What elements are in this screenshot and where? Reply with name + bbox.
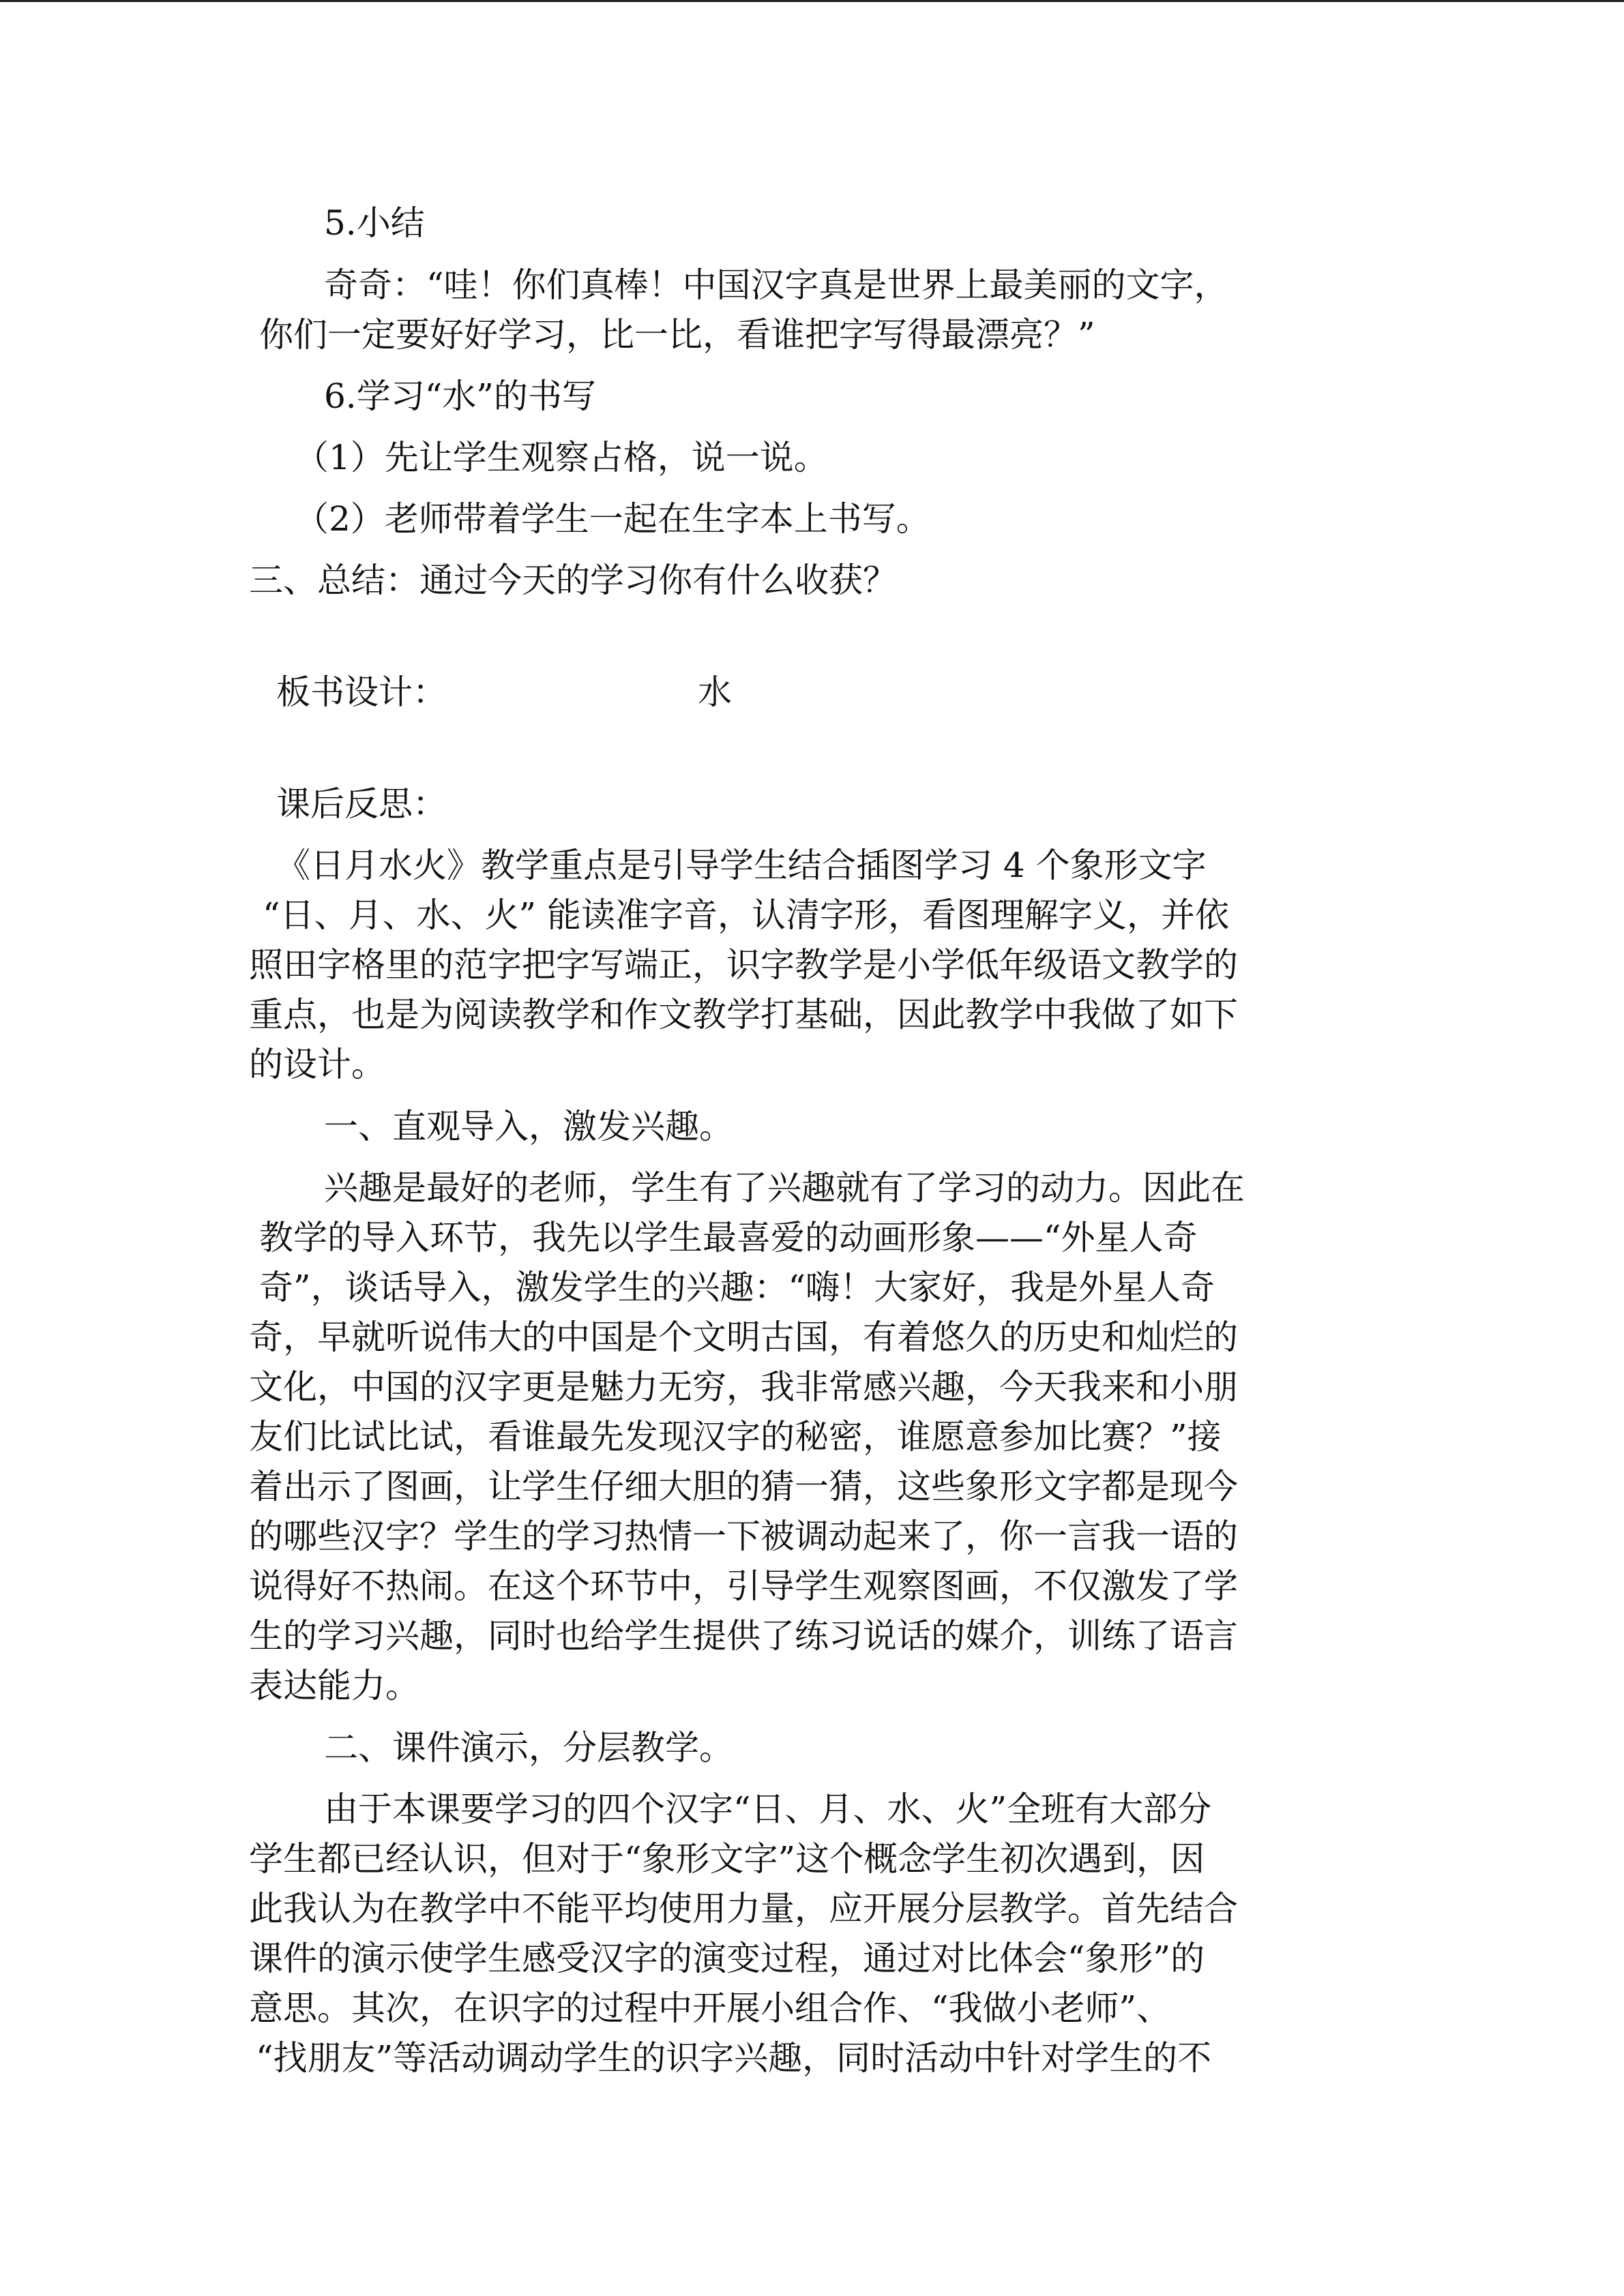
paragraph-line: 学生都已经认识，但对于“象形文字”这个概念学生初次遇到，因 <box>249 1839 1205 1879</box>
paragraph-line: 奇”，谈话导入，激发学生的兴趣：“嗨！大家好，我是外星人奇 <box>259 1268 1215 1307</box>
page-top-border <box>0 0 1624 2</box>
paragraph-line: 课件的演示使学生感受汉字的演变过程，通过对比体会“象形”的 <box>249 1939 1205 1978</box>
reflection-heading: 课后反思： <box>276 784 447 824</box>
paragraph-line: 兴趣是最好的老师，学生有了兴趣就有了学习的动力。因此在 <box>324 1168 1245 1208</box>
paragraph-line: 《日月水火》教学重点是引导学生结合插图学习 4 个象形文字 <box>276 846 1207 885</box>
paragraph-line: 照田字格里的范字把字写端正，识字教学是小学低年级语文教学的 <box>249 945 1238 985</box>
step-6-heading: 6.学习“水”的书写 <box>324 376 596 416</box>
paragraph-line: 重点，也是为阅读教学和作文教学打基础，因此教学中我做了如下 <box>249 995 1238 1034</box>
board-design-label: 板书设计： <box>276 672 447 712</box>
paragraph-line: 奇奇：“哇！你们真棒！中国汉字真是世界上最美丽的文字， <box>324 265 1228 305</box>
paragraph-line: “找朋友”等活动调动学生的识字兴趣，同时活动中针对学生的不 <box>256 2038 1212 2078</box>
paragraph-line: 奇，早就听说伟大的中国是个文明古国，有着悠久的历史和灿烂的 <box>249 1317 1238 1357</box>
subsection-heading: 一、直观导入，激发兴趣。 <box>324 1107 733 1146</box>
paragraph-line: 友们比试比试，看谁最先发现汉字的秘密，谁愿意参加比赛？”接 <box>249 1417 1222 1457</box>
paragraph-line: 的设计。 <box>249 1045 385 1084</box>
step-5-heading: 5.小结 <box>324 203 425 243</box>
paragraph-line: “日、月、水、火” 能读准字音，认清字形，看图理解字义，并依 <box>263 895 1230 935</box>
paragraph-line: 文化，中国的汉字更是魅力无穷，我非常感兴趣，今天我来和小朋 <box>249 1367 1238 1407</box>
paragraph-line: 由于本课要学习的四个汉字“日、月、水、火”全班有大部分 <box>324 1789 1212 1829</box>
list-item: （2）老师带着学生一起在生字本上书写。 <box>295 499 930 539</box>
subsection-heading: 二、课件演示，分层教学。 <box>324 1728 733 1768</box>
paragraph-line: 着出示了图画，让学生仔细大胆的猜一猜，这些象形文字都是现今 <box>249 1467 1238 1506</box>
list-item: （1）先让学生观察占格，说一说。 <box>295 438 828 477</box>
board-design-character: 水 <box>698 672 732 712</box>
paragraph-line: 你们一定要好好学习，比一比，看谁把字写得最漂亮？” <box>259 315 1095 355</box>
section-heading: 三、总结：通过今天的学习你有什么收获？ <box>249 561 897 600</box>
paragraph-line: 意思。其次，在识字的过程中开展小组合作、“我做小老师”、 <box>249 1988 1171 2028</box>
paragraph-line: 表达能力。 <box>249 1666 419 1705</box>
paragraph-line: 教学的导入环节，我先以学生最喜爱的动画形象——“外星人奇 <box>259 1218 1198 1257</box>
paragraph-line: 说得好不热闹。在这个环节中，引导学生观察图画，不仅激发了学 <box>249 1566 1238 1606</box>
paragraph-line: 生的学习兴趣，同时也给学生提供了练习说话的媒介，训练了语言 <box>249 1616 1238 1656</box>
paragraph-line: 的哪些汉字？学生的学习热情一下被调动起来了，你一言我一语的 <box>249 1517 1238 1556</box>
paragraph-line: 此我认为在教学中不能平均使用力量，应开展分层教学。首先结合 <box>249 1889 1238 1928</box>
